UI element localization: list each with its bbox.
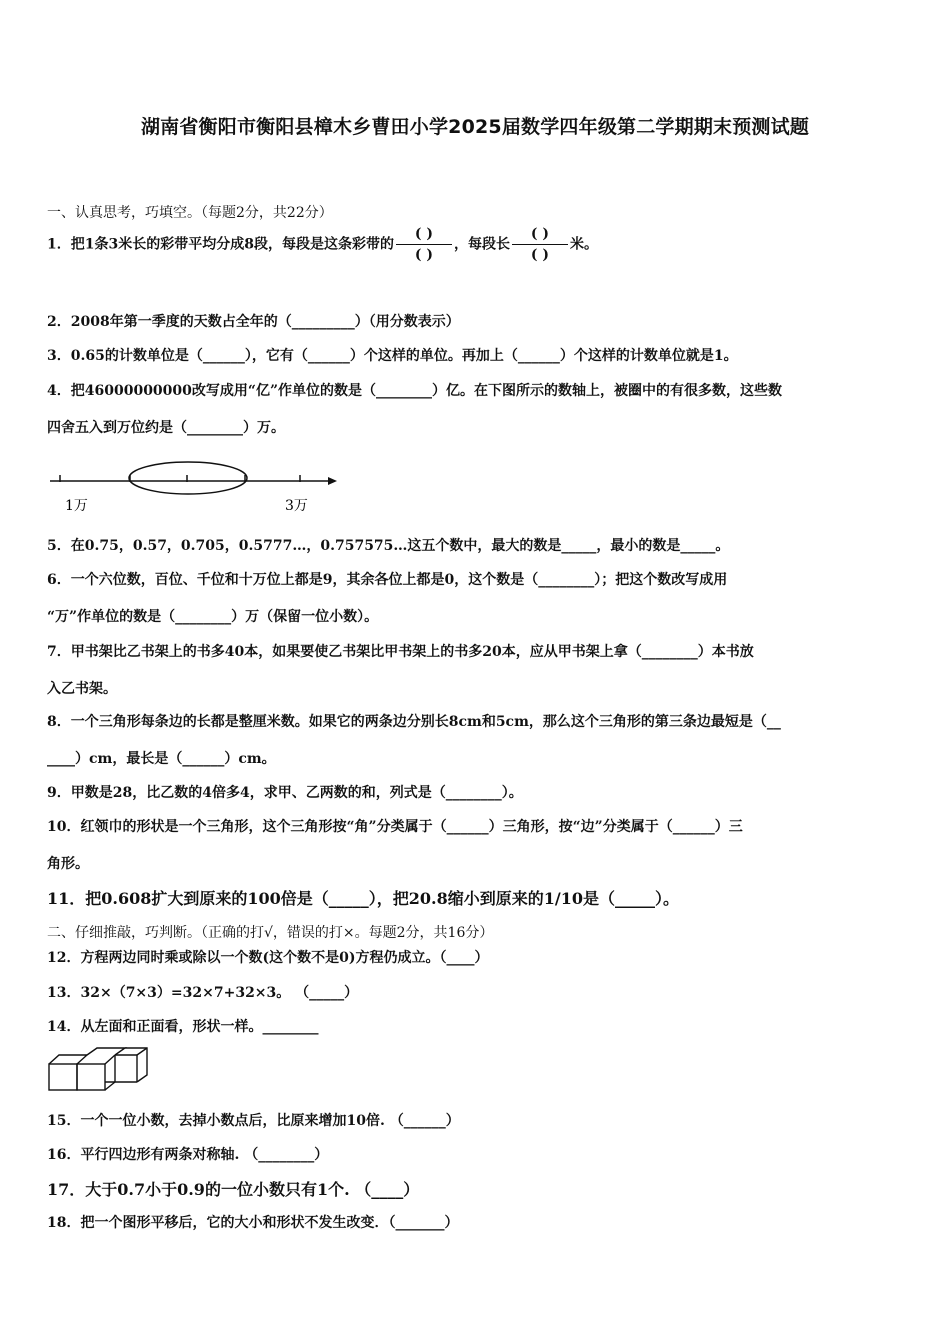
number-line-arrow-icon [328, 477, 337, 485]
question-13: 13．32×（7×3）=32×7+32×3。 （_____） [47, 985, 359, 1001]
number-line-figure [45, 455, 345, 517]
question-12: 12．方程两边同时乘或除以一个数(这个数不是0)方程仍成立。（____） [47, 950, 489, 966]
q1-fraction-blank-2 [512, 224, 568, 265]
cube-face [49, 1064, 77, 1090]
cubes-figure [47, 1045, 151, 1093]
cube-edge [105, 1082, 115, 1090]
question-10-line-2: 角形。 [47, 856, 89, 872]
question-14: 14．从左面和正面看，形状一样。________ [47, 1019, 319, 1035]
number-line-left-label: 1万 [65, 498, 88, 514]
question-7-line-2: 入乙书架。 [47, 681, 117, 697]
q1-blank-numerator-2: ( ) [512, 224, 568, 245]
cube-face [77, 1064, 105, 1090]
question-2: 2．2008年第一季度的天数占全年的（_________）（用分数表示） [47, 314, 460, 330]
number-line-circle [129, 462, 247, 494]
question-18: 18．把一个图形平移后，它的大小和形状不发生改变．（_______） [47, 1215, 459, 1231]
q1-text-mid: ，每段长 [453, 236, 510, 253]
question-9: 9．甲数是28，比乙数的4倍多4，求甲、乙两数的和，列式是（________）。 [47, 785, 523, 801]
question-6-line-1: 6．一个六位数，百位、千位和十万位上都是9，其余各位上都是0，这个数是（________）；把这个数改写成用 [47, 572, 728, 588]
question-4-line-2: 四舍五入到万位约是（________）万。 [47, 420, 285, 436]
question-15: 15．一个一位小数，去掉小数点后，比原来增加10倍. （______） [47, 1113, 460, 1129]
question-10-line-1: 10．红领巾的形状是一个三角形，这个三角形按“角”分类属于（______）三角形，按“边”分类属于（______）三 [47, 819, 743, 835]
cube-edge [105, 1055, 115, 1064]
question-8-line-1: 8．一个三角形每条边的长都是整厘米数。如果它的两条边分别长8cm和5cm，那么这个三角形的第三条边最短是（__ [47, 714, 781, 730]
section-1-heading: 一、认真思考，巧填空。（每题2分，共22分） [47, 205, 333, 221]
question-17: 17．大于0.7小于0.9的一位小数只有1个. （____） [47, 1180, 420, 1199]
question-5: 5．在0.75，0.57，0.705，0.5777…，0.757575…这五个数中，最大的数是_____，最小的数是_____。 [47, 538, 730, 554]
number-line-right-label: 3万 [285, 498, 308, 514]
q1-text-suffix: 米。 [569, 236, 598, 253]
section-2-heading: 二、仔细推敲，巧判断。（正确的打√，错误的打×。每题2分，共16分） [47, 925, 494, 941]
cube-top [49, 1055, 87, 1064]
question-4-line-1: 4．把46000000000改写成用“亿”作单位的数是（________）亿。在下图所示的数轴上，被圈中的有很多数，这些数 [47, 383, 782, 399]
question-3: 3．0.65的计数单位是（______），它有（______）个这样的单位。再加上（______）个这样的计数单位就是1。 [47, 348, 738, 364]
cube-top [87, 1048, 125, 1055]
question-16: 16．平行四边形有两条对称轴. （________） [47, 1147, 329, 1163]
question-8-line-2: ____）cm，最长是（______）cm。 [47, 751, 276, 767]
q1-blank-denominator-1: ( ) [414, 247, 434, 263]
question-11: 11．把0.608扩大到原来的100倍是（_____），把20.8缩小到原来的1/10是（_____）。 [47, 889, 679, 908]
q1-fraction-blank-1 [396, 224, 452, 265]
question-1 [47, 224, 598, 265]
cube-side [125, 1048, 147, 1082]
cubes-drawing [49, 1048, 147, 1090]
q1-blank-numerator-1: ( ) [396, 224, 452, 245]
cube-edge [137, 1048, 147, 1055]
page-title: 湖南省衡阳市衡阳县樟木乡曹田小学2025届数学四年级第二学期期末预测试题 [140, 116, 810, 138]
q1-text-prefix: 1．把1条3米长的彩带平均分成8段，每段是这条彩带的 [47, 236, 394, 253]
q1-blank-denominator-2: ( ) [530, 247, 550, 263]
question-7-line-1: 7．甲书架比乙书架上的书多40本，如果要使乙书架比甲书架上的书多20本，应从甲书架上拿（________）本书放 [47, 644, 754, 660]
question-6-line-2: “万”作单位的数是（________）万（保留一位小数）。 [47, 609, 379, 625]
